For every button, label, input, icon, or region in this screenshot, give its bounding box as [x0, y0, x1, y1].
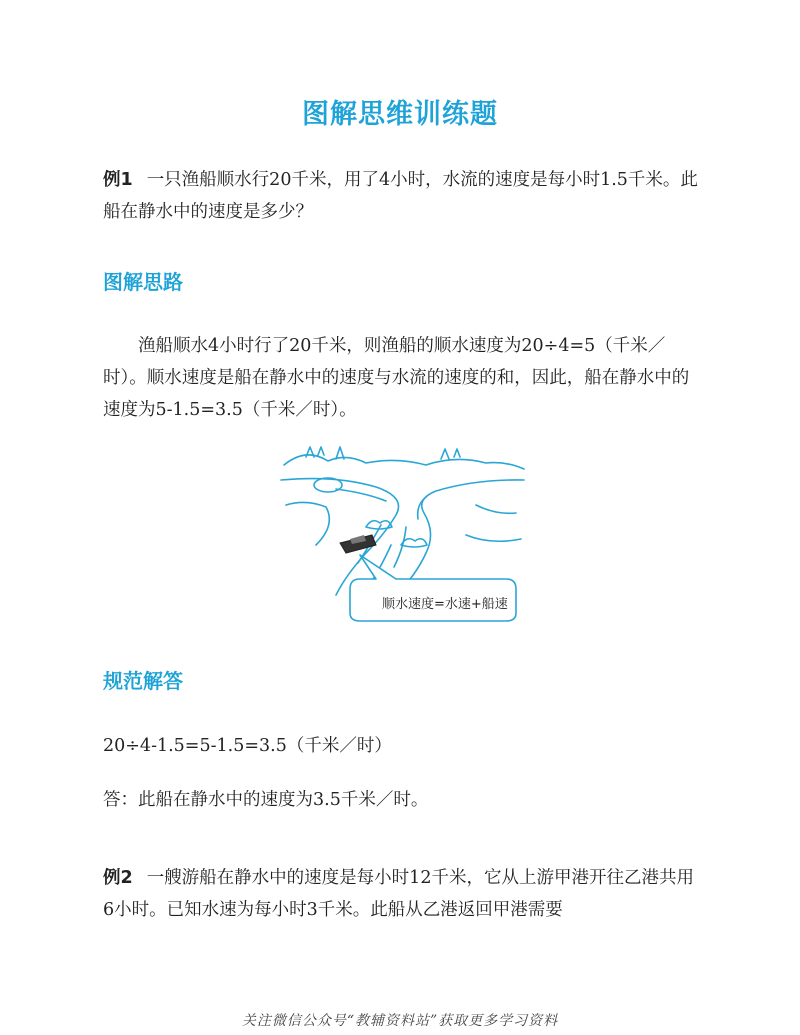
example2-paragraph — [103, 862, 703, 926]
callout-formula: 顺水速度=水速+船速 — [382, 597, 508, 612]
answer-line-1: 20÷4-1.5=5-1.5=3.5（千米／时） — [103, 736, 392, 756]
example2-text: 一艘游船在静水中的速度是每小时12千米，它从上游甲港开往乙港共用6小时。已知水速为每小时3千米。此船从乙港返回甲港需要 — [103, 868, 694, 920]
section-idea-heading: 图解思路 — [103, 270, 183, 294]
example1-text: 一只渔船顺水行20千米，用了4小时，水流的速度是每小时1.5千米。此船在静水中的速度是多少？ — [103, 170, 698, 222]
example1-label: 例1 — [103, 170, 133, 190]
idea-paragraph: 渔船顺水4小时行了20千米，则渔船的顺水速度为20÷4=5（千米／时）。顺水速度是船在静水中的速度与水流的速度的和，因此，船在静水中的速度为5-1.5=3.5（千米／时）。 — [103, 336, 690, 420]
page-title: 图解思维训练题 — [302, 99, 498, 130]
example2-label: 例2 — [103, 868, 133, 888]
section-answer-heading: 规范解答 — [103, 669, 183, 693]
answer-line-2: 答：此船在静水中的速度为3.5千米／时。 — [103, 790, 429, 810]
example1-paragraph — [103, 164, 703, 228]
footer-watermark: 关注微信公众号“教辅资料站”获取更多学习资料 — [241, 1013, 559, 1029]
boat-icon — [340, 535, 376, 553]
